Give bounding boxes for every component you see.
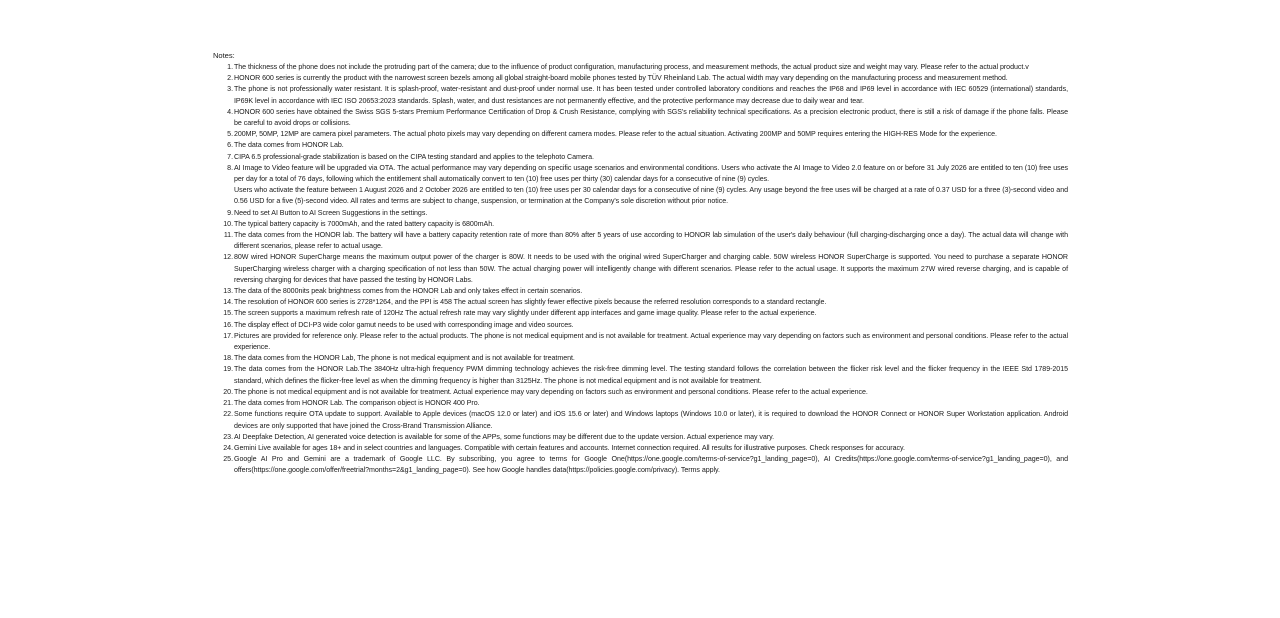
note-number: 23. — [223, 432, 233, 441]
note-paragraph: Pictures are provided for reference only. Please refer to the actual products. The phone is not medical equipment and is not available for treatment. Actual experience may vary depending on factors such as environment and personal conditions. Please refer to the actual experience. — [234, 331, 1068, 352]
note-item — [213, 331, 1068, 353]
note-item — [213, 140, 1068, 151]
note-number: 5. — [227, 130, 233, 139]
note-item — [213, 73, 1068, 84]
note-number: 1. — [227, 63, 233, 71]
note-number: 10. — [223, 219, 233, 228]
note-paragraph: Some functions require OTA update to support. Available to Apple devices (macOS 12.0 or later) and iOS 15.6 or later) and Windows laptops (Windows 10.0 or later), it is required to download the HONOR Connect or HONOR Super Workstation application. Android devices are only supported that have joined the Cross-Brand Transmission Alliance. — [234, 410, 1068, 430]
note-paragraph: The data of the 8000nits peak brightness comes from the HONOR Lab and only takes effect in certain scenarios. — [234, 287, 583, 296]
note-item — [213, 107, 1068, 129]
note-paragraph: The data comes from the HONOR Lab, The phone is not medical equipment and is not available for treatment. — [234, 354, 575, 363]
note-paragraph: The typical battery capacity is 7000mAh, and the rated battery capacity is 6800mAh. — [234, 219, 495, 228]
note-paragraph: Need to set AI Button to AI Screen Suggestions in the settings. — [234, 208, 428, 217]
note-item — [213, 286, 1068, 297]
note-item — [213, 62, 1068, 73]
note-text — [233, 107, 1068, 129]
note-text — [233, 129, 1068, 140]
note-paragraph: The thickness of the phone does not include the protruding part of the camera; due to the influence of product configuration, manufacturing process, and measurement methods, the actual product size and weight may vary. Please refer to the actual product.v — [234, 63, 1029, 71]
note-text — [233, 353, 1068, 364]
note-item — [213, 84, 1068, 106]
note-number: 8. — [227, 163, 233, 172]
note-paragraph: 80W wired HONOR SuperCharge means the maximum output power of the charger is 80W. It needs to be used with the original wired SuperCharger and charging cable. 50W wireless HONOR SuperCharge is supported. You need to purchase a separate HONOR SuperCharging wireless charger with a charging specification of not less than 50W. The actual charging power will intelligently change with different scenarios. Please refer to the actual usage. It supports the maximum 27W wired reverse charging, and is capable of reversing charging for devices that have passed the testing by HONOR Labs. — [234, 253, 1068, 284]
note-item — [213, 409, 1068, 431]
note-item — [213, 387, 1068, 398]
note-text — [233, 409, 1068, 431]
note-text — [233, 387, 1068, 398]
notes-list — [213, 62, 1068, 477]
note-number: 4. — [227, 107, 233, 116]
note-item — [213, 230, 1068, 252]
note-number: 14. — [223, 298, 233, 307]
note-paragraph: The data comes from the HONOR lab. The battery will have a battery capacity retention rate of more than 80% after 5 years of use according to HONOR lab simulation of the user's daily behaviour (full charging-discharging once a day). The actual data will change with different scenarios, please refer to actual usage. — [234, 231, 1068, 251]
note-item — [213, 398, 1068, 409]
note-paragraph: Users who activate the feature between 1 August 2026 and 2 October 2026 are entitled to ten (10) free uses per 30 calendar days for a consecutive of nine (9) cycles. Any usage beyond the free uses will be charged at a rate of 0.37 USD for a three (3)-second video and 0.56 USD for a five (5)-second video. All rates and terms are subject to change, suspension, or termination at the Company's sole discretion without prior notice. — [234, 186, 1068, 206]
notes-title: Notes: — [213, 51, 235, 60]
note-number: 11. — [223, 231, 233, 240]
note-paragraph: The screen supports a maximum refresh rate of 120Hz The actual refresh rate may vary slightly under different app interfaces and game image quality. Please refer to the actual experience. — [234, 309, 817, 318]
note-text — [233, 62, 1068, 73]
note-text — [233, 308, 1068, 319]
note-number: 25. — [223, 455, 233, 464]
note-text — [233, 398, 1068, 409]
note-paragraph: The phone is not medical equipment and is not available for treatment. Actual experience may vary depending on factors such as environment and personal conditions. Please refer to the actual experience. — [234, 387, 868, 396]
note-number: 6. — [227, 141, 233, 150]
note-number: 13. — [223, 287, 233, 296]
note-text — [233, 364, 1068, 386]
note-item — [213, 364, 1068, 386]
note-text — [233, 152, 1068, 163]
note-item — [213, 432, 1068, 443]
note-item — [213, 152, 1068, 163]
note-paragraph: The phone is not professionally water resistant. It is splash-proof, water-resistant and dust-proof under normal use. It has been tested under controlled laboratory conditions and reaches the IP68 and IP69 level in accordance with IEC 60529 (international) standards, IP69K level in accordance with IEC ISO 20653:2023 standards. Splash, water, and dust resistances are not permanently effective, and the protective performance may decrease due to daily wear and tear. — [234, 85, 1068, 105]
note-number: 19. — [223, 365, 233, 374]
note-text — [233, 230, 1068, 252]
note-number: 20. — [223, 387, 233, 396]
note-number: 22. — [223, 410, 233, 419]
note-paragraph: Google AI Pro and Gemini are a trademark of Google LLC. By subscribing, you agree to terms for Google One(https://one.google.com/terms-of-service?g1_landing_page=0), AI Credits(https://one.google.com/terms-of-service?g1_landing_page=0), and offers(https://one.google.com/offer/freetrial?months=2&g1_landing_page=0). See how Google handles data(https://policies.google.com/privacy). Terms apply. — [234, 455, 1068, 475]
note-number: 17. — [223, 331, 233, 340]
note-paragraph: CIPA 6.5 professional-grade stabilization is based on the CIPA testing standard and applies to the telephoto Camera. — [234, 152, 594, 161]
note-text — [233, 286, 1068, 297]
note-text — [233, 140, 1068, 151]
note-item — [213, 454, 1068, 476]
note-number: 21. — [223, 399, 233, 408]
notes-section — [213, 50, 1068, 477]
note-item — [213, 252, 1068, 286]
note-item — [213, 297, 1068, 308]
note-item — [213, 219, 1068, 230]
note-paragraph: HONOR 600 series have obtained the Swiss SGS 5-stars Premium Performance Certification of Drop & Crush Resistance, complying with SGS's reliability technical specifications. As a precision electronic product, there is still a risk of damage if the phone falls. Please be careful to avoid drops or collisions. — [234, 107, 1068, 128]
note-number: 18. — [223, 354, 233, 363]
note-text — [233, 163, 1068, 208]
note-paragraph: The data comes from the HONOR Lab.The 3840Hz ultra-high frequency PWM dimming technology achieves the risk-free dimming level. The testing standard follows the correlation between the flicker risk level and the flicker frequency in the IEEE Std 1789-2015 standard, which defines the flicker-free level as when the dimming frequency is higher than 3125Hz. The phone is not medical equipment and is not available for treatment. — [234, 365, 1068, 385]
note-paragraph: AI Image to Video feature will be upgraded via OTA. The actual performance may vary depending on specific usage scenarios and environmental conditions. Users who activate the AI Image to Video 2.0 feature on or before 31 July 2026 are entitled to ten (10) free uses per day for a total of 76 days, following which the entitlement shall automatically convert to ten (10) free uses per thirty (30) calendar days for a consecutive of nine (9) cycles. — [234, 163, 1068, 184]
note-text — [233, 331, 1068, 353]
note-number: 3. — [227, 85, 233, 94]
note-text — [233, 252, 1068, 286]
note-number: 16. — [223, 320, 233, 329]
note-number: 2. — [227, 74, 233, 83]
note-paragraph: The data comes from HONOR Lab. — [234, 141, 344, 150]
note-item — [213, 443, 1068, 454]
note-paragraph: HONOR 600 series is currently the product with the narrowest screen bezels among all global straight-board mobile phones tested by TÜV Rheinland Lab. The actual width may vary depending on the manufacturing process and measurement method. — [234, 74, 1008, 83]
note-number: 24. — [223, 443, 233, 452]
note-paragraph: Gemini Live available for ages 18+ and in select countries and languages. Compatible with certain features and accounts. Internet connection required. All results for illustrative purposes. Check responses for accuracy. — [234, 443, 905, 452]
note-item — [213, 320, 1068, 331]
note-text — [233, 84, 1068, 106]
note-text — [233, 320, 1068, 331]
note-paragraph: The display effect of DCI-P3 wide color gamut needs to be used with corresponding image and video sources. — [234, 320, 574, 329]
note-text — [233, 219, 1068, 230]
note-item — [213, 353, 1068, 364]
note-text — [233, 208, 1068, 219]
note-paragraph: The data comes from HONOR Lab. The comparison object is HONOR 400 Pro. — [234, 399, 480, 408]
note-item — [213, 308, 1068, 319]
note-text — [233, 73, 1068, 84]
note-paragraph: 200MP, 50MP, 12MP are camera pixel parameters. The actual photo pixels may vary depending on different camera modes. Please refer to the actual situation. Activating 200MP and 50MP requires entering the HIGH-RES Mode for the experience. — [234, 130, 997, 139]
note-number: 9. — [227, 208, 233, 217]
note-text — [233, 432, 1068, 443]
note-number: 7. — [227, 152, 233, 161]
note-item — [213, 129, 1068, 140]
note-paragraph: AI Deepfake Detection, AI generated voice detection is available for some of the APPs, some functions may be different due to the update version. Actual experience may vary. — [234, 432, 774, 441]
note-text — [233, 297, 1068, 308]
note-text — [233, 443, 1068, 454]
note-number: 15. — [223, 309, 233, 318]
note-item — [213, 163, 1068, 208]
note-number: 12. — [223, 253, 233, 262]
note-paragraph: The resolution of HONOR 600 series is 2728*1264, and the PPI is 458 The actual screen has slightly fewer effective pixels because the referred resolution corresponds to a standard rectangle. — [234, 298, 827, 307]
note-text — [233, 454, 1068, 476]
note-item — [213, 208, 1068, 219]
